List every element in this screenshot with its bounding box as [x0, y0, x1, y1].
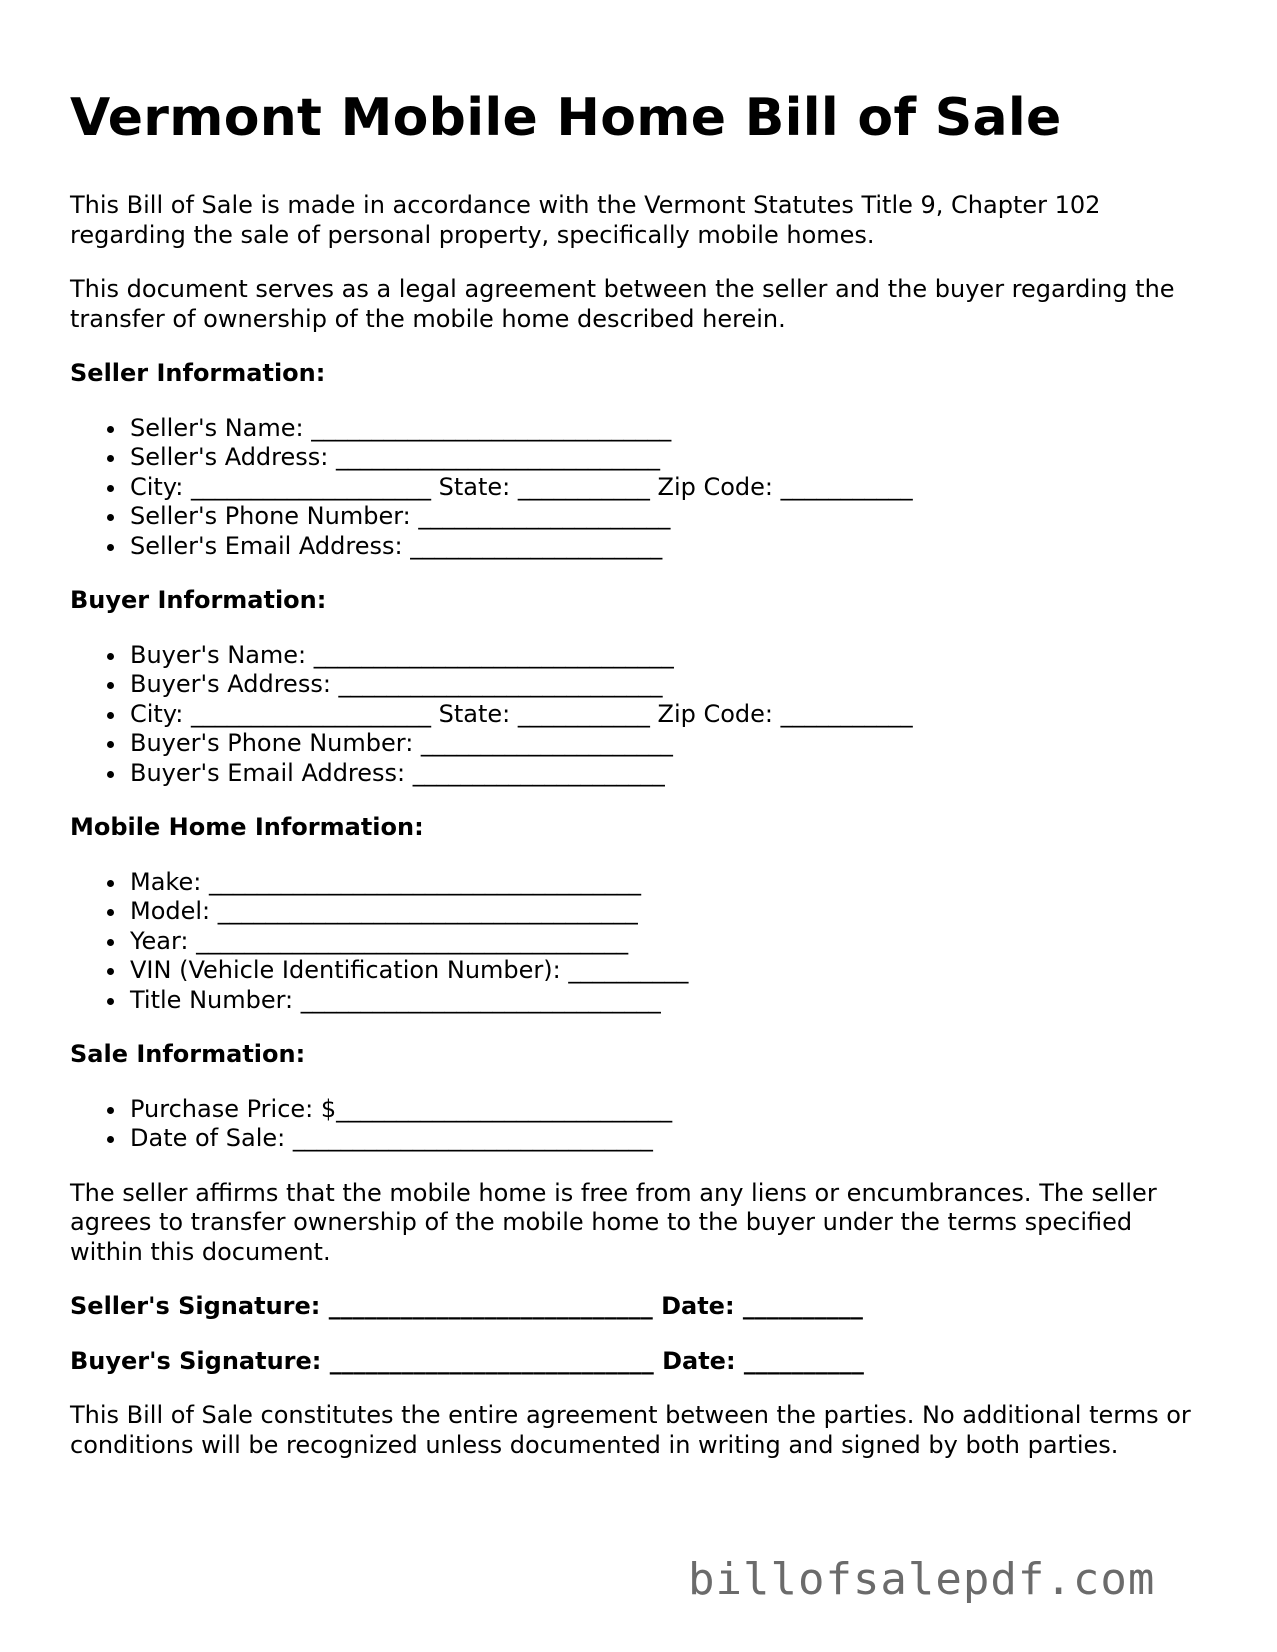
intro-paragraph-agreement: This document serves as a legal agreement between the seller and the buyer regarding the transfer of ownership of the mobile home described herein. [70, 275, 1175, 333]
buyer-email-field[interactable]: Buyer's Email Address: _____________________ [130, 759, 1210, 789]
buyer-information-list [70, 641, 1210, 789]
buyer-address-field[interactable]: Buyer's Address: ___________________________ [130, 670, 1210, 700]
purchase-price-field[interactable]: Purchase Price: $____________________________ [130, 1095, 1210, 1125]
seller-name-field[interactable]: Seller's Name: ______________________________ [130, 414, 1210, 444]
year-field[interactable]: Year: ____________________________________ [130, 927, 1210, 957]
vin-field[interactable]: VIN (Vehicle Identification Number): __________ [130, 956, 1210, 986]
seller-email-field[interactable]: Seller's Email Address: _____________________ [130, 532, 1210, 562]
seller-information-list [70, 414, 1210, 562]
sale-information-list [70, 1095, 1210, 1154]
document-page [70, 85, 1210, 1485]
date-of-sale-field[interactable]: Date of Sale: ______________________________ [130, 1124, 1210, 1154]
buyer-information-heading: Buyer Information: [70, 586, 327, 614]
model-field[interactable]: Model: ___________________________________ [130, 897, 1210, 927]
buyer-name-field[interactable]: Buyer's Name: ______________________________ [130, 641, 1210, 671]
intro-paragraph-statute: This Bill of Sale is made in accordance with the Vermont Statutes Title 9, Chapter 102 regarding the sale of personal property, specifically mobile homes. [70, 191, 1101, 249]
mobile-home-information-heading: Mobile Home Information: [70, 813, 424, 841]
seller-city-state-zip-field[interactable]: City: ____________________ State: ___________ Zip Code: ___________ [130, 473, 1210, 503]
seller-phone-field[interactable]: Seller's Phone Number: _____________________ [130, 502, 1210, 532]
buyer-signature-line[interactable]: Buyer's Signature: ___________________________ Date: __________ [70, 1346, 864, 1375]
sale-information-heading: Sale Information: [70, 1040, 306, 1068]
watermark-text: billofsalepdf.com [688, 1554, 1156, 1605]
closing-paragraph: This Bill of Sale constitutes the entire agreement between the parties. No additional terms or conditions will be recognized unless documented in writing and signed by both parties. [70, 1401, 1191, 1459]
seller-information-heading: Seller Information: [70, 359, 326, 387]
affirmation-paragraph: The seller affirms that the mobile home is free from any liens or encumbrances. The seller agrees to transfer ownership of the mobile home to the buyer under the terms specified within this document. [70, 1178, 1157, 1266]
buyer-city-state-zip-field[interactable]: City: ____________________ State: ___________ Zip Code: ___________ [130, 700, 1210, 730]
seller-address-field[interactable]: Seller's Address: ___________________________ [130, 443, 1210, 473]
title-number-field[interactable]: Title Number: ______________________________ [130, 986, 1210, 1016]
mobile-home-information-list [70, 868, 1210, 1016]
buyer-phone-field[interactable]: Buyer's Phone Number: _____________________ [130, 729, 1210, 759]
make-field[interactable]: Make: ____________________________________ [130, 868, 1210, 898]
document-title: Vermont Mobile Home Bill of Sale [70, 88, 1062, 148]
seller-signature-line[interactable]: Seller's Signature: ___________________________ Date: __________ [70, 1292, 863, 1320]
